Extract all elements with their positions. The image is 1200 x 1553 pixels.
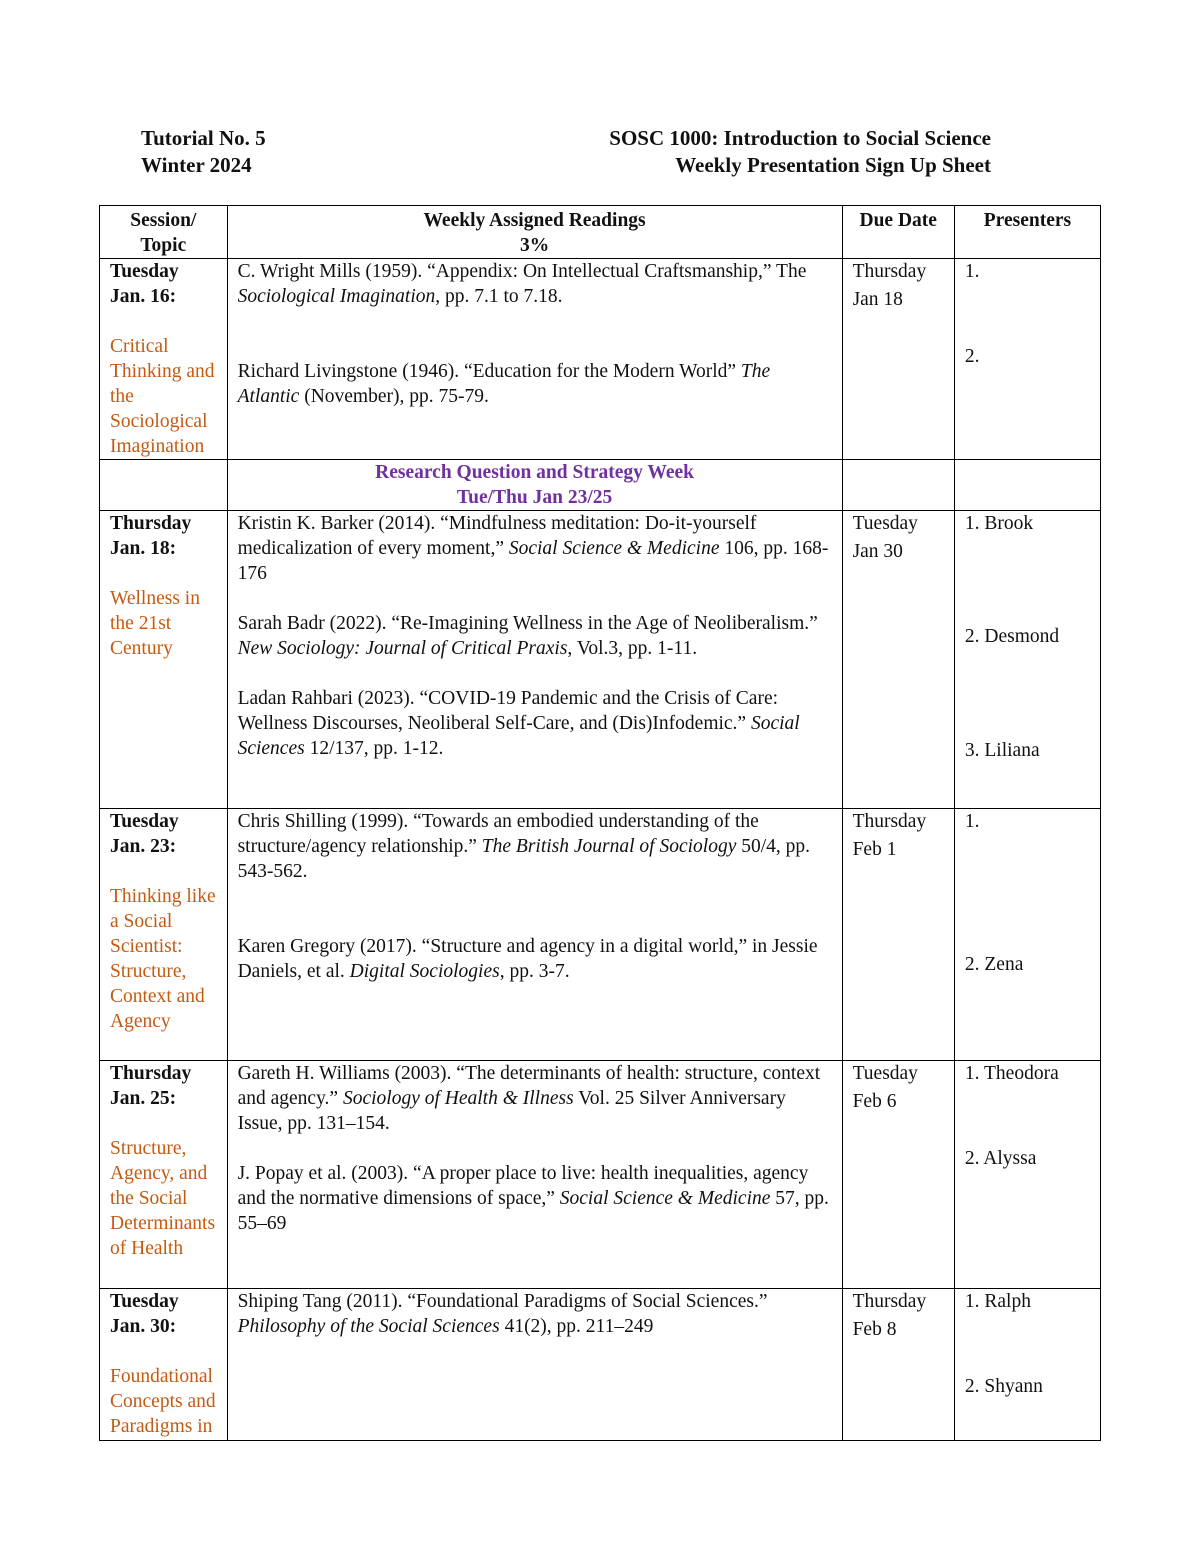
presenters-cell <box>954 259 1100 460</box>
reading-pages: 50/4, pp. 543-562. <box>237 836 811 882</box>
reading-pages: , Vol.3, pp. 1-11. <box>567 638 698 659</box>
col-session-topic <box>100 206 228 259</box>
session-topic: Thinking like a Social Scientist: Structure, Context and Agency <box>110 886 216 1032</box>
due-date: Feb 8 <box>852 1319 897 1340</box>
reading-source: Sociology of Health & Illness <box>342 1088 574 1109</box>
signup-table <box>99 205 1101 1441</box>
presenters-cell <box>954 1061 1100 1289</box>
reading-source: New Sociology: Journal of Critical Praxis <box>237 638 568 659</box>
session-day: Tuesday <box>110 261 179 282</box>
reading-text: Ladan Rahbari (2023). “COVID-19 Pandemic and the Crisis of Care: Wellness Discourses, Neoliberal Self-Care, and (Dis)Infodemic.” <box>237 688 779 734</box>
session-cell <box>100 259 228 460</box>
reading-1 <box>238 1061 832 1136</box>
presenters-cell <box>954 1289 1100 1441</box>
session-day: Tuesday <box>110 811 179 832</box>
due-date: Feb 1 <box>852 839 897 860</box>
presenter-slot-1: 1. <box>964 261 980 282</box>
due-day: Tuesday <box>852 1063 918 1084</box>
term: Winter 2024 <box>141 153 252 177</box>
table-row <box>100 1061 1101 1289</box>
table-row <box>100 809 1101 1061</box>
session-cell <box>100 460 228 511</box>
session-date: Jan. 18: <box>110 538 177 559</box>
session-topic: Wellness in the 21st Century <box>110 588 200 659</box>
col-session-line1: Session/ <box>130 210 197 231</box>
presenter-slot-1: 1. Brook <box>964 513 1034 534</box>
reading-3 <box>238 686 832 761</box>
due-cell <box>842 460 954 511</box>
header-right <box>609 125 991 179</box>
reading-2 <box>238 1161 832 1236</box>
reading-text: Gareth H. Williams (2003). “The determinants of health: structure, context and agency.” <box>237 1063 821 1109</box>
col-session-line2: Topic <box>140 235 187 256</box>
presenter-slot-1: 1. Theodora <box>964 1063 1059 1084</box>
due-day: Thursday <box>852 811 927 832</box>
reading-text: J. Popay et al. (2003). “A proper place to live: health inequalities, agency and the normative dimensions of space,” <box>237 1163 809 1209</box>
due-cell <box>842 1289 954 1441</box>
readings-cell <box>227 809 842 1061</box>
col-readings-weight: 3% <box>519 235 550 256</box>
reading-pages: 106, pp. 168-176 <box>237 538 829 584</box>
reading-text: C. Wright Mills (1959). “Appendix: On Intellectual Craftsmanship,” The <box>237 261 807 282</box>
due-cell <box>842 809 954 1061</box>
session-topic: Critical Thinking and the Sociological Imagination <box>110 336 215 457</box>
reading-text: Chris Shilling (1999). “Towards an embodied understanding of the structure/agency relationship.” <box>237 811 759 857</box>
reading-2 <box>238 611 832 661</box>
session-topic: Foundational Concepts and Paradigms in <box>110 1366 216 1437</box>
special-week-cell <box>227 460 842 511</box>
session-date: Jan. 30: <box>110 1316 177 1337</box>
reading-pages: Vol. 25 Silver Anniversary Issue, pp. 131–154. <box>237 1088 786 1134</box>
presenter-slot-3: 3. Liliana <box>964 740 1040 761</box>
reading-1 <box>238 809 832 884</box>
col-due-date: Due Date <box>842 206 954 259</box>
session-cell <box>100 1061 228 1289</box>
col-readings <box>227 206 842 259</box>
reading-pages: , pp. 3-7. <box>499 961 570 982</box>
due-day: Thursday <box>852 261 927 282</box>
table-row-special <box>100 460 1101 511</box>
session-day: Thursday <box>110 513 192 534</box>
reading-text: Shiping Tang (2011). “Foundational Paradigms of Social Sciences.” <box>237 1291 768 1312</box>
presenter-slot-2: 2. Zena <box>964 954 1024 975</box>
reading-source: The Atlantic <box>237 361 771 407</box>
due-day: Thursday <box>852 1291 927 1312</box>
presenter-slot-2: 2. <box>964 346 980 367</box>
reading-source: Sociological Imagination <box>237 286 436 307</box>
reading-pages: (November), pp. 75-79. <box>299 386 489 407</box>
reading-source: Social Sciences <box>237 713 800 759</box>
table-row <box>100 259 1101 460</box>
reading-2 <box>238 934 832 984</box>
session-cell <box>100 1289 228 1441</box>
reading-text: Richard Livingstone (1946). “Education for the Modern World” <box>237 361 741 382</box>
sheet-title: Weekly Presentation Sign Up Sheet <box>675 153 991 177</box>
reading-text: Kristin K. Barker (2014). “Mindfulness meditation: Do-it-yourself medicalization of every moment,” <box>237 513 757 559</box>
reading-source: Social Science & Medicine <box>559 1188 771 1209</box>
reading-pages: , pp. 7.1 to 7.18. <box>435 286 563 307</box>
readings-cell <box>227 511 842 809</box>
presenter-slot-1: 1. <box>964 811 980 832</box>
reading-pages: 12/137, pp. 1-12. <box>304 738 444 759</box>
due-date: Jan 18 <box>852 289 903 310</box>
due-cell <box>842 1061 954 1289</box>
reading-1 <box>238 511 832 586</box>
due-cell <box>842 259 954 460</box>
reading-source: Social Science & Medicine <box>508 538 720 559</box>
presenter-slot-2: 2. Desmond <box>964 626 1060 647</box>
reading-source: Digital Sociologies <box>349 961 500 982</box>
special-week-title: Research Question and Strategy Week <box>375 462 694 483</box>
reading-source: The British Journal of Sociology <box>481 836 737 857</box>
table-row <box>100 511 1101 809</box>
session-date: Jan. 23: <box>110 836 177 857</box>
readings-cell <box>227 1061 842 1289</box>
session-cell <box>100 511 228 809</box>
session-date: Jan. 25: <box>110 1088 177 1109</box>
course-title: SOSC 1000: Introduction to Social Science <box>609 126 991 150</box>
col-readings-line1: Weekly Assigned Readings <box>423 210 646 231</box>
reading-2 <box>238 359 832 409</box>
header-left <box>141 125 266 179</box>
due-cell <box>842 511 954 809</box>
table-header-row <box>100 206 1101 259</box>
due-day: Tuesday <box>852 513 918 534</box>
reading-text: Sarah Badr (2022). “Re-Imagining Wellness in the Age of Neoliberalism.” <box>237 613 818 634</box>
reading-pages: 41(2), pp. 211–249 <box>499 1316 654 1337</box>
presenters-cell <box>954 511 1100 809</box>
table-row <box>100 1289 1101 1441</box>
due-date: Feb 6 <box>852 1091 897 1112</box>
session-cell <box>100 809 228 1061</box>
reading-text: Karen Gregory (2017). “Structure and agency in a digital world,” in Jessie Daniels, et al. <box>237 936 818 982</box>
reading-1 <box>238 1289 832 1339</box>
col-presenters: Presenters <box>954 206 1100 259</box>
session-topic: Structure, Agency, and the Social Determinants of Health <box>110 1138 216 1259</box>
reading-source: Philosophy of the Social Sciences <box>237 1316 500 1337</box>
session-day: Thursday <box>110 1063 192 1084</box>
presenter-slot-2: 2. Alyssa <box>964 1148 1037 1169</box>
presenters-cell <box>954 460 1100 511</box>
presenter-slot-2: 2. Shyann <box>964 1376 1043 1397</box>
reading-1 <box>238 259 832 309</box>
session-day: Tuesday <box>110 1291 179 1312</box>
special-week-dates: Tue/Thu Jan 23/25 <box>456 487 613 508</box>
presenter-slot-1: 1. Ralph <box>964 1291 1031 1312</box>
readings-cell <box>227 259 842 460</box>
due-date: Jan 30 <box>852 541 903 562</box>
session-date: Jan. 16: <box>110 286 177 307</box>
reading-pages: 57, pp. 55–69 <box>237 1188 829 1234</box>
readings-cell <box>227 1289 842 1441</box>
presenters-cell <box>954 809 1100 1061</box>
tutorial-number: Tutorial No. 5 <box>141 126 266 150</box>
